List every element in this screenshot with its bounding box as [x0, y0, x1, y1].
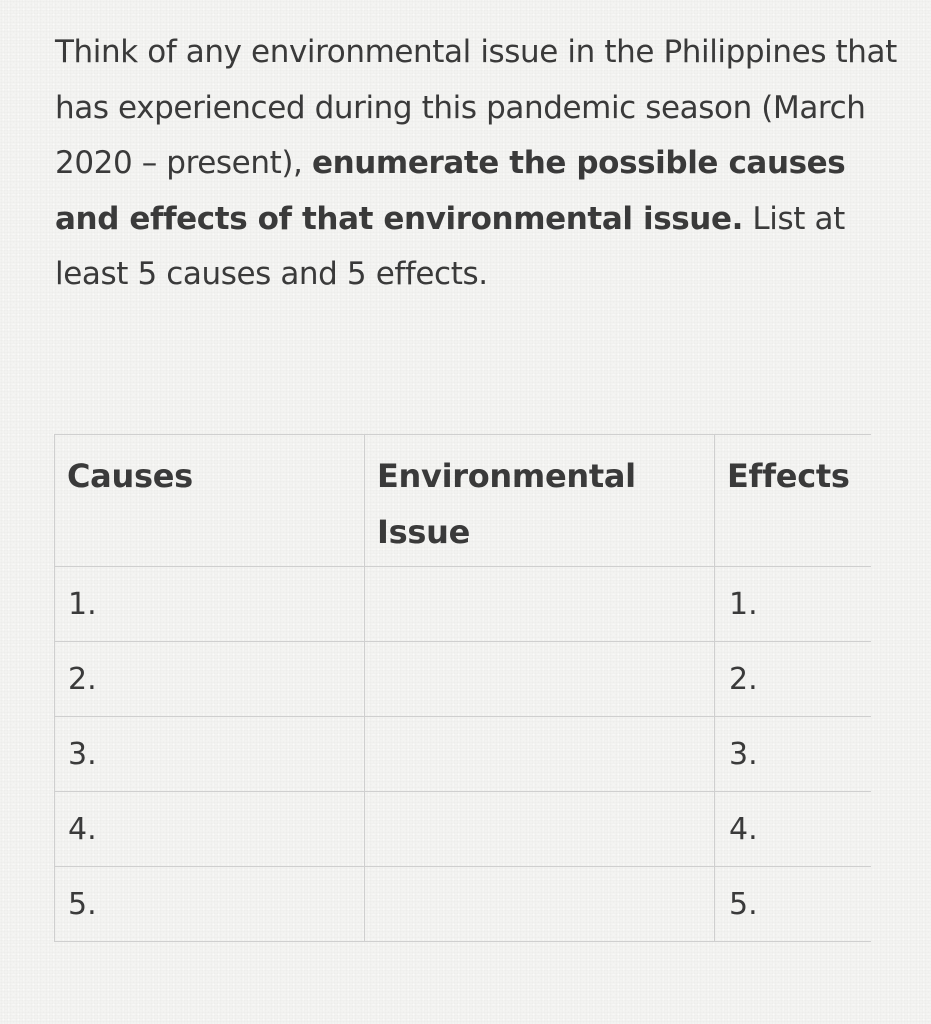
effect-number: 4. [729, 812, 758, 847]
effect-number: 2. [729, 662, 758, 697]
cause-cell[interactable] [55, 717, 365, 792]
answer-table-container [54, 434, 870, 942]
effect-number: 1. [729, 587, 758, 622]
issue-cell[interactable] [365, 717, 715, 792]
issue-cell[interactable] [365, 867, 715, 942]
header-environmental-issue [365, 435, 715, 567]
table-row [55, 642, 871, 717]
instructions-paragraph [55, 25, 915, 303]
cause-number: 1. [68, 587, 97, 622]
cause-cell[interactable] [55, 642, 365, 717]
issue-cell[interactable] [365, 792, 715, 867]
issue-text [365, 567, 714, 585]
header-causes-label: Causes [67, 457, 193, 495]
cause-cell[interactable] [55, 867, 365, 942]
effect-cell[interactable] [715, 642, 871, 717]
header-effects-label: Effects [727, 457, 850, 495]
effect-cell[interactable] [715, 567, 871, 642]
header-effects [715, 435, 871, 567]
issue-text [365, 867, 714, 885]
cause-number: 4. [68, 812, 97, 847]
effect-cell[interactable] [715, 717, 871, 792]
table-row [55, 867, 871, 942]
header-issue-label: Environmental Issue [377, 457, 636, 551]
instructions-intro: Think of any environmental issue in the Philippines that has experienced during this pandemic season (March 2020 – present), [55, 34, 897, 181]
cause-number: 3. [68, 737, 97, 772]
effect-number: 3. [729, 737, 758, 772]
instructions-emphasis: enumerate the possible causes and effects of that environmental issue. [55, 145, 846, 237]
answer-table [54, 434, 871, 942]
table-row [55, 567, 871, 642]
header-causes [55, 435, 365, 567]
table-row [55, 717, 871, 792]
issue-cell[interactable] [365, 567, 715, 642]
effect-cell[interactable] [715, 792, 871, 867]
cause-cell[interactable] [55, 567, 365, 642]
issue-text [365, 792, 714, 810]
cause-number: 2. [68, 662, 97, 697]
cause-cell[interactable] [55, 792, 365, 867]
table-header-row [55, 435, 871, 567]
instructions-outro: List at least 5 causes and 5 effects. [55, 200, 845, 292]
table-row [55, 792, 871, 867]
issue-text [365, 642, 714, 660]
cause-number: 5. [68, 887, 97, 922]
issue-text [365, 717, 714, 735]
effect-cell[interactable] [715, 867, 871, 942]
effect-number: 5. [729, 887, 758, 922]
issue-cell[interactable] [365, 642, 715, 717]
